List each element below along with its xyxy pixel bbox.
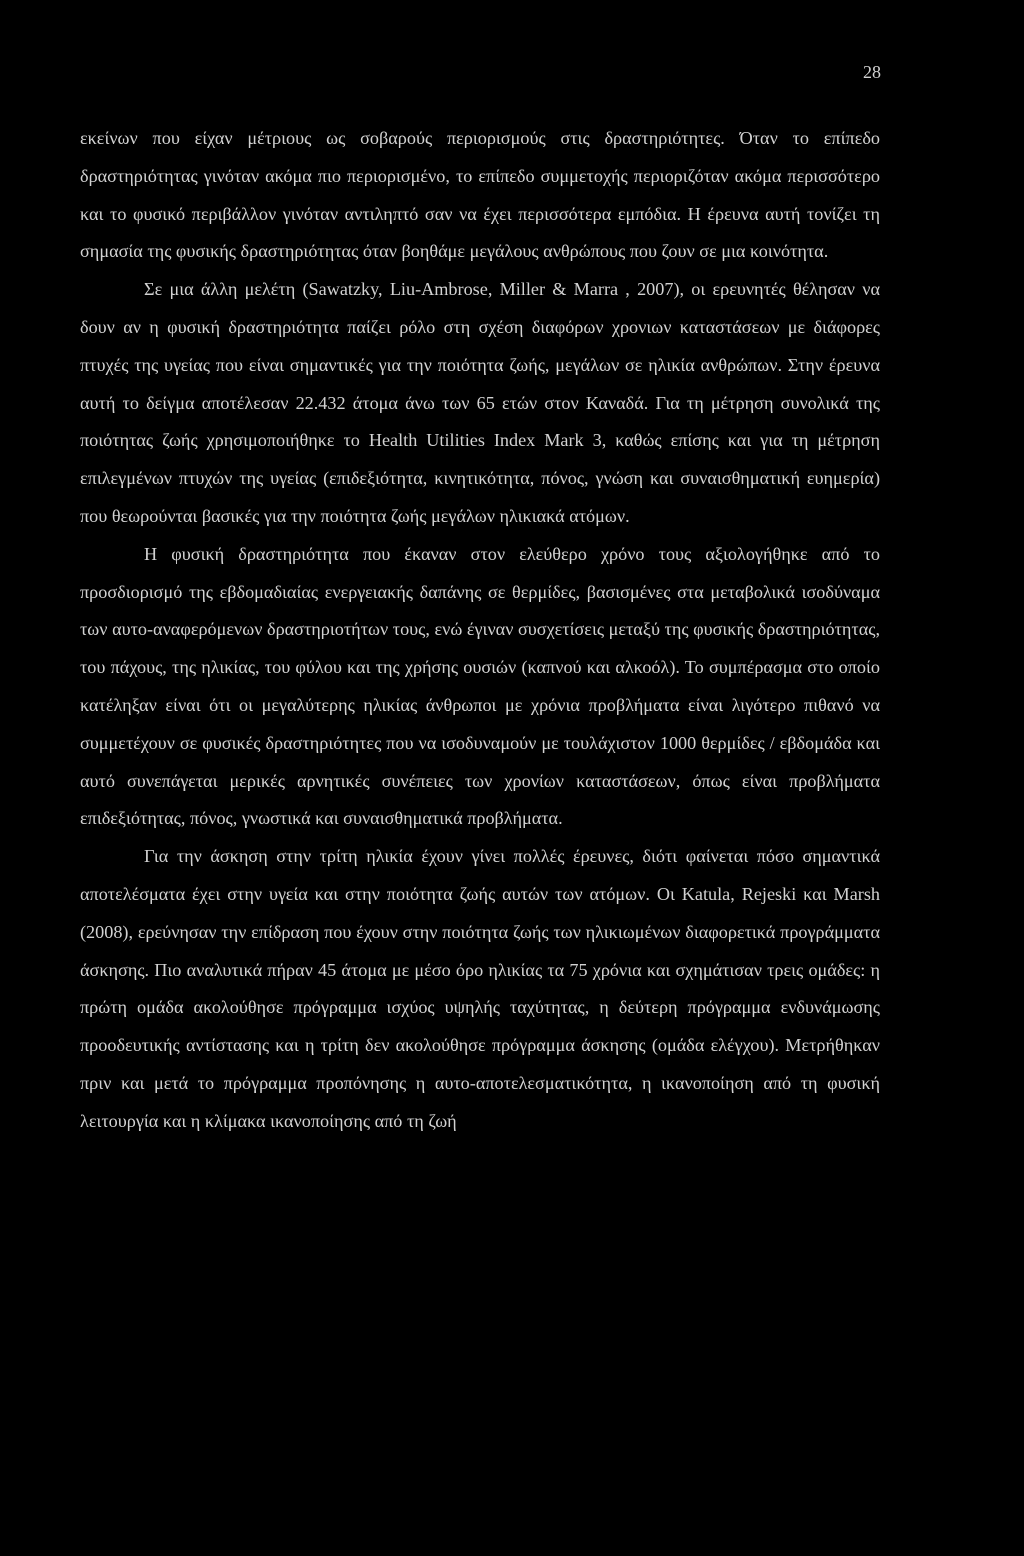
paragraph-4: Για την άσκηση στην τρίτη ηλικία έχουν γίνει πολλές έρευνες, διότι φαίνεται πόσο σημαντικά αποτελέσματα έχει στην υγεία και στην ποιότητα ζωής αυτών των ατόμων. Οι Katula, Rejeski και Marsh (2008), ερεύνησαν την επίδραση που έχουν στην ποιότητα ζωής των ηλικιωμένων διαφορετικά προγράμματα άσκησης. Πιο αναλυτικά πήραν 45 άτομα με μέσο όρο ηλικίας τα 75 χρόνια και σχημάτισαν τρεις ομάδες: η πρώτη ομάδα ακολούθησε πρόγραμμα ισχύος υψηλής ταχύτητας, η δεύτερη πρόγραμμα ενδυνάμωσης προοδευτικής αντίστασης και η τρίτη δεν ακολούθησε πρόγραμμα άσκησης (ομάδα ελέγχου). Μετρήθηκαν πριν και μετά το πρόγραμμα προπόνησης η αυτο-αποτελεσματικότητα, η ικανοποίηση από τη φυσική λειτουργία και η κλίμακα ικανοποίησης από τη ζωή: [80, 846, 880, 1131]
paragraph-2: Σε μια άλλη μελέτη (Sawatzky, Liu-Ambrose, Miller & Marra , 2007), οι ερευνητές θέλησαν να δουν αν η φυσική δραστηριότητα παίζει ρόλο στη σχέση διαφόρων χρονιων καταστάσεων με διάφορες πτυχές της υγείας που είναι σημαντικές για την ποιότητα ζωής, μεγάλων σε ηλικία ανθρώπων. Στην έρευνα αυτή το δείγμα αποτέλεσαν 22.432 άτομα άνω των 65 ετών στον Καναδά. Για τη μέτρηση συνολικά της ποιότητας ζωής χρησιμοποιήθηκε το Health Utilities Index Mark 3, καθώς επίσης και για τη μέτρηση επιλεγμένων πτυχών της υγείας (επιδεξιότητα, κινητικότητα, πόνος, γνώση και συναισθηματική ευημερία) που θεωρούνται βασικές για την ποιότητα ζωής μεγάλων ηλικιακά ατόμων.: [80, 279, 880, 526]
document-body: [80, 120, 880, 1141]
paragraph-3: Η φυσική δραστηριότητα που έκαναν στον ελεύθερο χρόνο τους αξιολογήθηκε από το προσδιορισμό της εβδομαδιαίας ενεργειακής δαπάνης σε θερμίδες, βασισμένες στα μεταβολικά ισοδύναμα των αυτο-αναφερόμενων δραστηριοτήτων τους, ενώ έγιναν συσχετίσεις μεταξύ της φυσικής δραστηριότητας, του πάχους, της ηλικίας, του φύλου και της χρήσης ουσιών (καπνού και αλκοόλ). Το συμπέρασμα στο οποίο κατέληξαν είναι ότι οι μεγαλύτερης ηλικίας άνθρωποι με χρόνια προβλήματα είναι λιγότερο πιθανό να συμμετέχουν σε φυσικές δραστηριότητες που να ισοδυναμούν με τουλάχιστον 1000 θερμίδες / εβδομάδα και αυτό συνεπάγεται μερικές αρνητικές συνέπειες των χρονίων καταστάσεων, όπως είναι προβλήματα επιδεξιότητας, πόνος, γνωστικά και συναισθηματικά προβλήματα.: [80, 543, 880, 829]
page-number: 28: [863, 62, 881, 82]
paragraph-1: εκείνων που είχαν μέτριους ως σοβαρούς περιορισμούς στις δραστηριότητες. Όταν το επίπεδο δραστηριότητας γινόταν ακόμα πιο περιορισμένο, το επίπεδο συμμετοχής περιοριζόταν ακόμα περισσότερο και το φυσικό περιβάλλον γινόταν αντιληπτό σαν να έχει περισσότερα εμπόδια. Η έρευνα αυτή τονίζει τη σημασία της φυσικής δραστηριότητας όταν βοηθάμε μεγάλους ανθρώπους που ζουν σε μια κοινότητα.: [80, 128, 880, 262]
